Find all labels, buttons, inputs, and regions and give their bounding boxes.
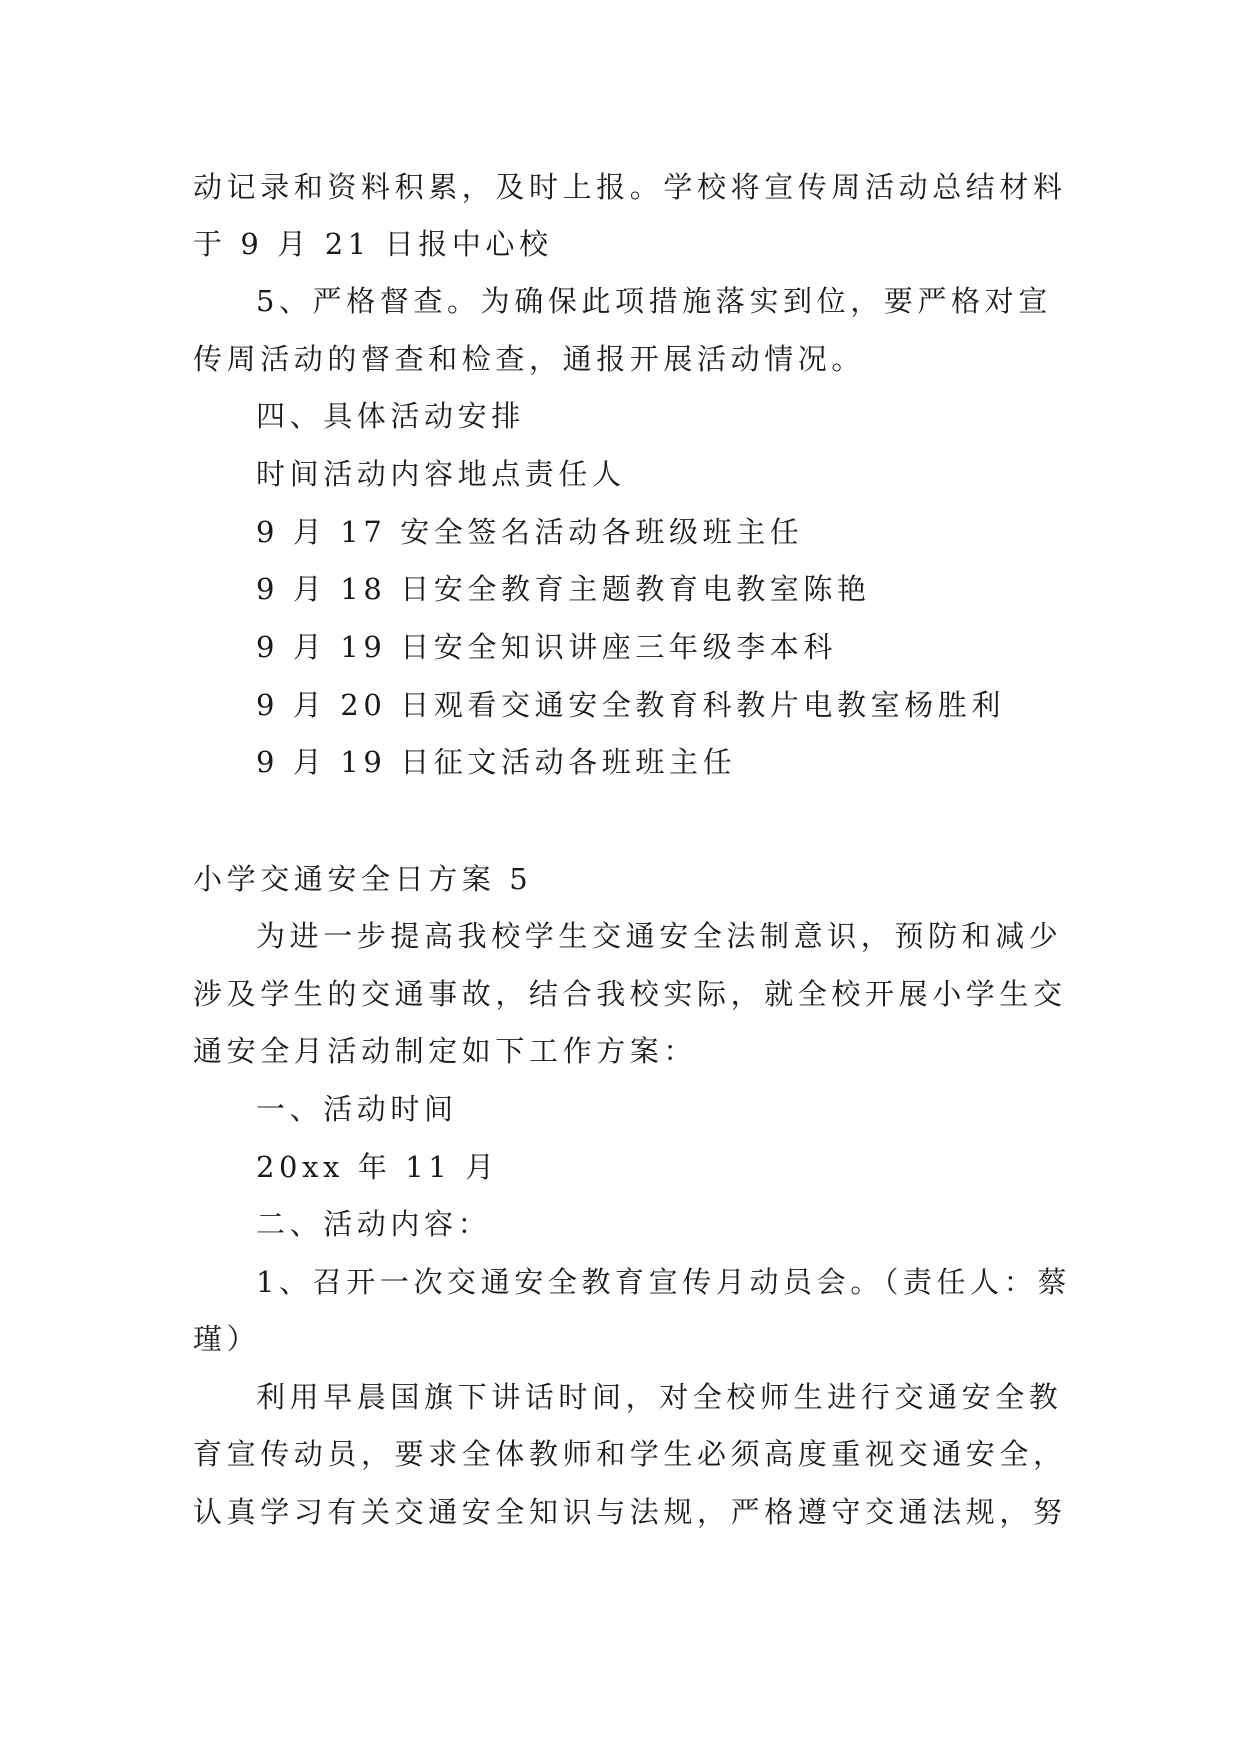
body-line: 涉及学生的交通事故，结合我校实际，就全校开展小学生交	[193, 977, 1067, 1011]
section-heading: 二、活动内容：	[256, 1207, 492, 1241]
schedule-row: 9 月 20 日观看交通安全教育科教片电教室杨胜利	[256, 688, 1006, 722]
body-line: 于 9 月 21 日报中心校	[193, 227, 553, 261]
schedule-row: 9 月 17 安全签名活动各班级班主任	[256, 515, 804, 549]
list-item: 5、严格督查。为确保此项措施落实到位，要严格对宣	[256, 284, 1052, 318]
body-line: 20xx 年 11 月	[256, 1150, 499, 1184]
schedule-header: 时间活动内容地点责任人	[256, 457, 626, 491]
document-title: 小学交通安全日方案 5	[193, 862, 533, 896]
section-heading: 一、活动时间	[256, 1092, 458, 1126]
body-line: 育宣传动员，要求全体教师和学生必须高度重视交通安全，	[193, 1437, 1067, 1471]
schedule-row: 9 月 19 日安全知识讲座三年级李本科	[256, 630, 838, 664]
body-line: 利用早晨国旗下讲话时间，对全校师生进行交通安全教	[256, 1380, 1063, 1414]
body-line: 通安全月活动制定如下工作方案：	[193, 1034, 698, 1068]
body-line: 认真学习有关交通安全知识与法规，严格遵守交通法规，努	[193, 1495, 1067, 1529]
body-line: 传周活动的督查和检查，通报开展活动情况。	[193, 342, 866, 376]
schedule-row: 9 月 18 日安全教育主题教育电教室陈艳	[256, 572, 871, 606]
body-line: 为进一步提高我校学生交通安全法制意识，预防和减少	[256, 919, 1063, 953]
list-item: 1、召开一次交通安全教育宣传月动员会。（责任人：蔡	[256, 1265, 1071, 1299]
section-heading: 四、具体活动安排	[256, 399, 525, 433]
body-line: 动记录和资料积累，及时上报。学校将宣传周活动总结材料	[193, 170, 1067, 204]
body-line: 瑾）	[193, 1322, 261, 1356]
schedule-row: 9 月 19 日征文活动各班班主任	[256, 745, 737, 779]
